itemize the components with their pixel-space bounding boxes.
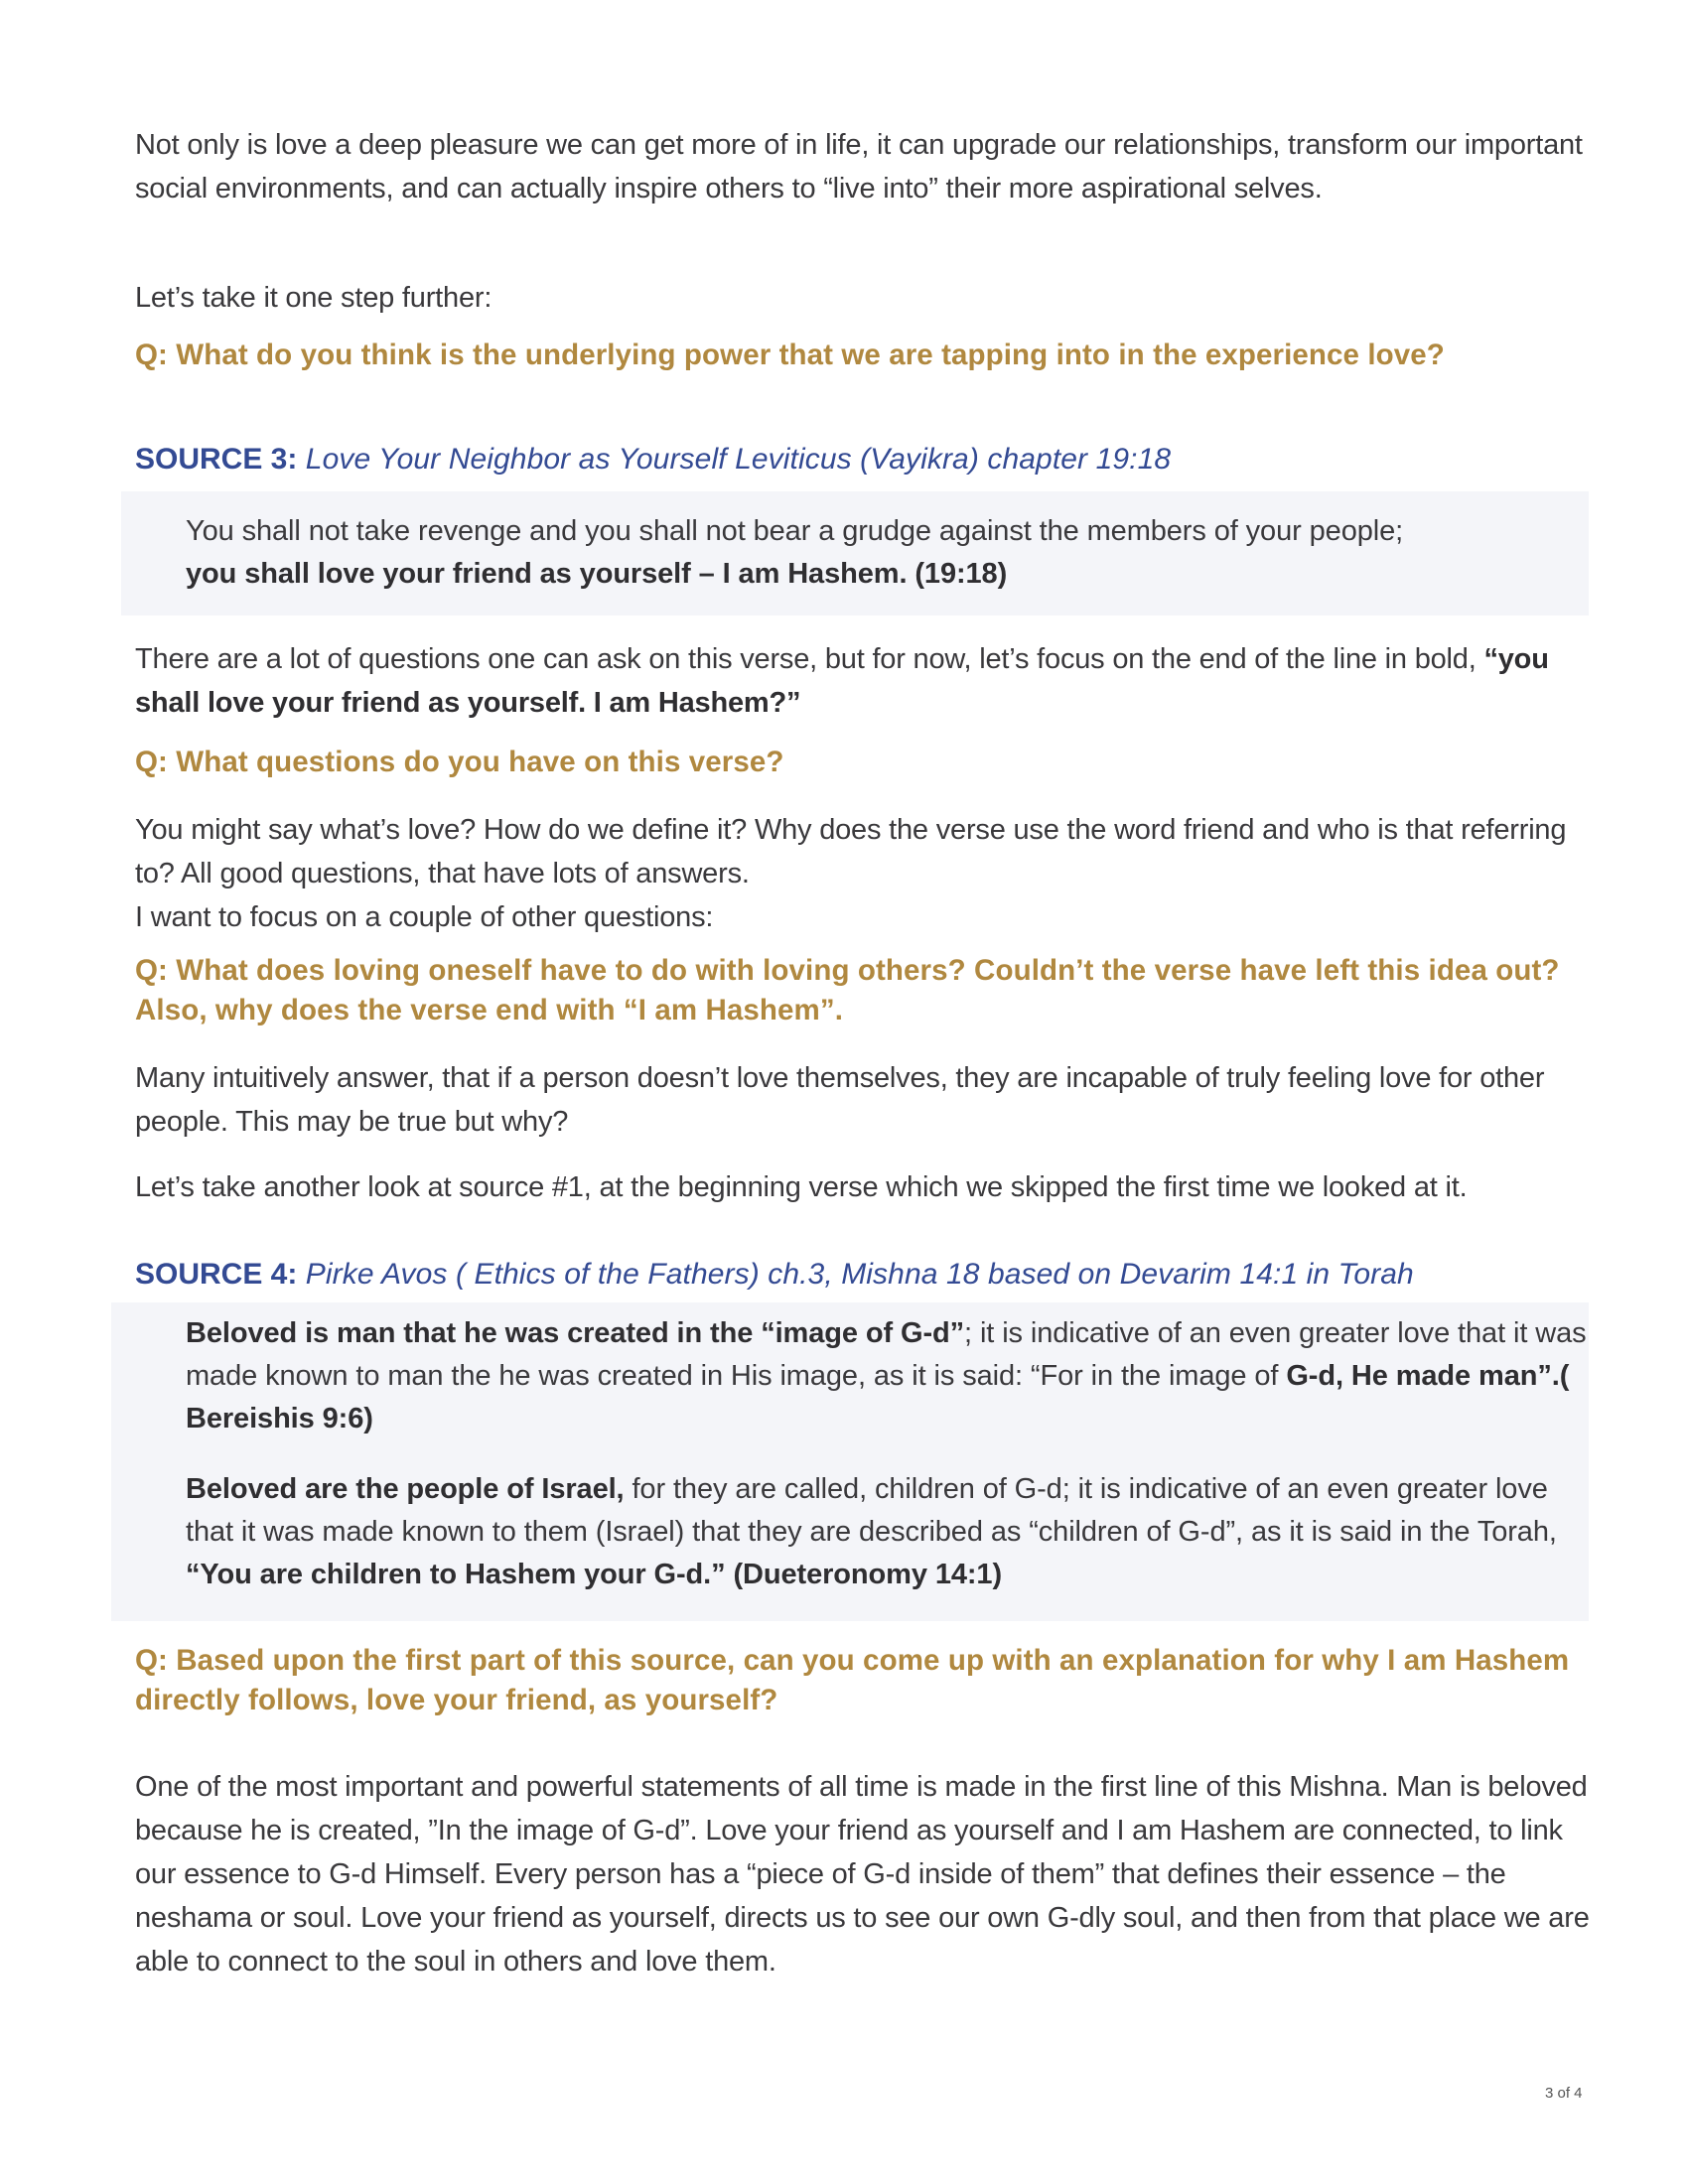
source-4-q1-bold-b: G-d, He made man”.( Bereishis 9:6) xyxy=(186,1360,1570,1434)
another-look-paragraph: Let’s take another look at source #1, at the beginning verse which we skipped the first time we looked at it. xyxy=(135,1171,1468,1203)
question-4: Q: Based upon the first part of this source, can you come up with an explanation for why I am Hashem directly follows, love your friend, as yourself? xyxy=(135,1644,1570,1716)
source-4-heading xyxy=(135,1255,1644,1295)
source-3-quote xyxy=(186,510,1596,596)
source-3-label: SOURCE 3: xyxy=(135,443,298,476)
focus-text: I want to focus on a couple of other questions: xyxy=(135,901,714,933)
source-4-quote-2 xyxy=(186,1468,1576,1596)
question-2: Q: What questions do you have on this verse? xyxy=(135,746,784,778)
source-4-q2-bold-b: “You are children to Hashem your G-d.” (Dueteronomy 14:1) xyxy=(186,1559,1003,1590)
source-3-quote-plain: You shall not take revenge and you shall not bear a grudge against the members of your people; xyxy=(186,515,1404,547)
source-3-title: Love Your Neighbor as Yourself Leviticus (Vayikra) chapter 19:18 xyxy=(297,443,1172,476)
source-4-q1-bold-a: Beloved is man that he was created in the “image of G-d” xyxy=(186,1317,965,1349)
source-3-heading xyxy=(135,440,1605,479)
closing-paragraph: One of the most important and powerful statements of all time is made in the first line of this Mishna. Man is beloved because he is created, ”In the image of G-d”. Love your friend as yourself and I am Hashem are connected, to link our essence to G-d Himself. Every person has a “piece of G-d inside of them” that defines their essence – the neshama or soul. Love your friend as yourself, directs us to see our own G-dly soul, and then from that place we are able to connect to the soul in others and love them. xyxy=(135,1771,1590,1978)
questions-paragraph xyxy=(135,637,1605,725)
source-4-q2-plain: for they are called, children of G-d; it is indicative of an even greater love that it was made known to them (Israel) that they are described as “children of G-d”, as it is said in the Torah, xyxy=(186,1473,1557,1548)
intuitive-paragraph: Many intuitively answer, that if a person doesn’t love themselves, they are incapable of truly feeling love for other people. This may be true but why? xyxy=(135,1062,1545,1138)
source-4-q1-plain: ; it is indicative of an even greater love that it was made known to man the he was created in His image, as it is said: “For in the image of xyxy=(186,1317,1587,1392)
intro-paragraph: Not only is love a deep pleasure we can get more of in life, it can upgrade our relationships, transform our important social environments, and can actually inspire others to “live into” their more aspirational selves. xyxy=(135,129,1583,205)
source-4-quote-1 xyxy=(186,1312,1591,1440)
page-number: 3 of 4 xyxy=(1545,2085,1583,2102)
questions-paragraph-plain: There are a lot of questions one can ask on this verse, but for now, let’s focus on the end of the line in bold, xyxy=(135,643,1484,675)
source-4-title: Pirke Avos ( Ethics of the Fathers) ch.3, Mishna 18 based on Devarim 14:1 in Torah xyxy=(297,1258,1414,1291)
might-say-paragraph xyxy=(135,808,1605,939)
source-4-q2-bold-a: Beloved are the people of Israel, xyxy=(186,1473,625,1505)
might-say-text: You might say what’s love? How do we define it? Why does the verse use the word friend and who is that referring to? All good questions, that have lots of answers. xyxy=(135,814,1567,889)
question-1: Q: What do you think is the underlying power that we are tapping into in the experience love? xyxy=(135,339,1445,371)
source-4-label: SOURCE 4: xyxy=(135,1258,298,1291)
source-3-quote-bold: you shall love your friend as yourself – I am Hashem. (19:18) xyxy=(186,558,1008,590)
step-further-text: Let’s take it one step further: xyxy=(135,282,492,314)
question-3: Q: What does loving oneself have to do with loving others? Couldn’t the verse have left this idea out? Also, why does the verse end with “I am Hashem”. xyxy=(135,954,1560,1026)
questions-paragraph-bold: “you shall love your friend as yourself. I am Hashem?” xyxy=(135,643,1549,719)
